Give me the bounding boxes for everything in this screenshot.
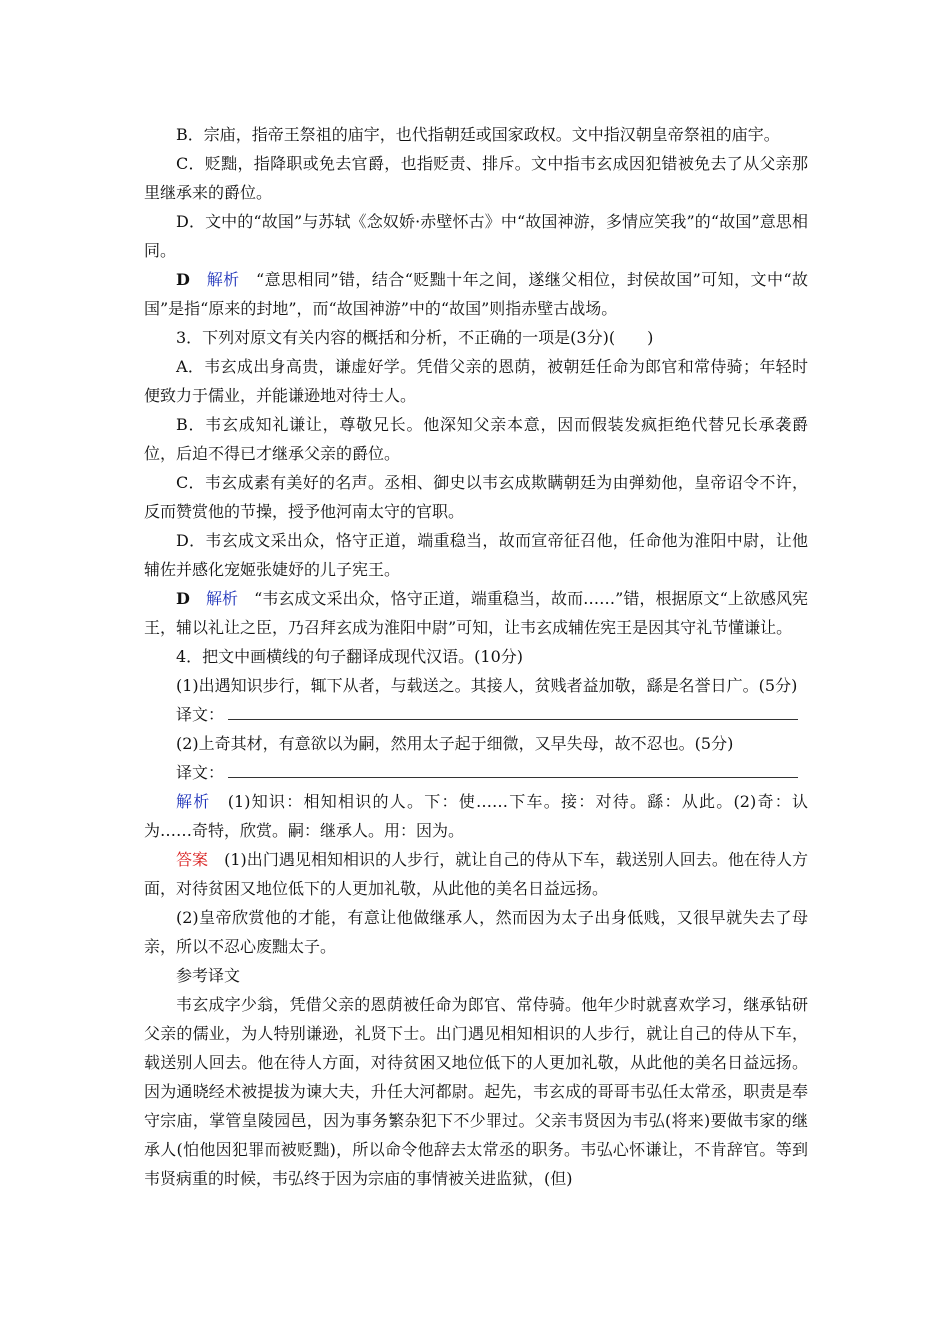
jiexi-label: 解析 [206, 270, 240, 289]
q3-explanation [144, 584, 808, 642]
jiexi-label: 解析 [176, 792, 211, 811]
option-d: D．文中的“故国”与苏轼《念奴娇·赤壁怀古》中“故国神游，多情应笑我”的“故国”意思相同。 [144, 212, 808, 260]
q4-sentence-2: (2)上奇其材，有意欲以为嗣，然用太子起于细微，又早失母，故不忍也。(5分) [176, 734, 734, 753]
q2-explanation [144, 265, 808, 323]
q4-answer-1 [144, 845, 808, 903]
answer-line [228, 701, 798, 720]
answer-letter: D [176, 270, 190, 289]
question-4-stem: 4．把文中画横线的句子翻译成现代汉语。(10分) [176, 647, 524, 666]
q4-sentence-1: (1)出遇知识步行，辄下从者，与载送之。其接人，贫贱者益加敬，繇是名誉日广。(5分) [176, 676, 798, 695]
option-c: C．贬黜，指降职或免去官爵，也指贬责、排斥。文中指韦玄成因犯错被免去了从父亲那里继承来的爵位。 [144, 154, 808, 202]
explanation-text: “意思相同”错，结合“贬黜十年之间，遂继父相位，封侯故国”可知，文中“故国”是指“原来的封地”，而“故国神游”中的“故国”则指赤壁古战场。 [144, 270, 808, 318]
explanation-text: “韦玄成文采出众，恪守正道，端重稳当，故而……”错，根据原文“上欲感风宪王，辅以礼让之臣，乃召拜玄成为淮阳中尉”可知，让韦玄成辅佐宪王是因其守礼节懂谦让。 [144, 589, 808, 637]
page-content [144, 120, 808, 1193]
reference-translation-text: 韦玄成字少翁，凭借父亲的恩荫被任命为郎官、常侍骑。他年少时就喜欢学习，继承钻研父亲的儒业，为人特别谦逊，礼贤下士。出门遇见相知相识的人步行，就让自己的侍从下车，载送别人回去。他在待人方面，对待贫困又地位低下的人更加礼敬，从此他的美名日益远扬。因为通晓经术被提拔为谏大夫，升任大河都尉。起先，韦玄成的哥哥韦弘任太常丞，职责是奉守宗庙，掌管皇陵园邑，因为事务繁杂犯下不少罪过。父亲韦贤因为韦弘(将来)要做韦家的继承人(怕他因犯罪而被贬黜)，所以命令他辞去太常丞的职务。韦弘心怀谦让，不肯辞官。等到韦贤病重的时候，韦弘终于因为宗庙的事情被关进监狱，(但) [144, 995, 808, 1188]
reference-translation-title: 参考译文 [176, 966, 241, 985]
question-3-stem: 3．下列对原文有关内容的概括和分析，不正确的一项是(3分)( ) [176, 328, 654, 347]
translation-blank-1 [144, 700, 808, 729]
option-b: B．宗庙，指帝王祭祖的庙宇，也代指朝廷或国家政权。文中指汉朝皇帝祭祖的庙宇。 [176, 125, 780, 144]
q3-option-c: C．韦玄成素有美好的名声。丞相、御史以韦玄成欺瞒朝廷为由弹劾他，皇帝诏令不许，反而赞赏他的节操，授予他河南太守的官职。 [144, 473, 808, 521]
answer-letter: D [176, 589, 190, 608]
jiexi-label: 解析 [205, 589, 239, 608]
answer-line [228, 759, 798, 778]
q3-option-d: D．韦玄成文采出众，恪守正道，端重稳当，故而宣帝征召他，任命他为淮阳中尉，让他辅佐并感化宠姬张婕妤的儿子宪王。 [144, 531, 808, 579]
q4-answer-2: (2)皇帝欣赏他的才能，有意让他做继承人，然而因为太子出身低贱，又很早就失去了母亲，所以不忍心废黜太子。 [144, 908, 808, 956]
q3-option-b: B．韦玄成知礼谦让，尊敬兄长。他深知父亲本意，因而假装发疯拒绝代替兄长承袭爵位，后迫不得已才继承父亲的爵位。 [144, 415, 808, 463]
explanation-text: (1)知识：相知相识的人。下：使……下车。接：对待。繇：从此。(2)奇：认为……奇特，欣赏。嗣：继承人。用：因为。 [144, 792, 808, 840]
yiwen-label: 译文： [176, 763, 225, 782]
q4-explanation [144, 787, 808, 845]
answer-text: (1)出门遇见相知相识的人步行，就让自己的侍从下车，载送别人回去。他在待人方面，对待贫困又地位低下的人更加礼敬，从此他的美名日益远扬。 [144, 850, 808, 898]
translation-blank-2 [144, 758, 808, 787]
q3-option-a: A．韦玄成出身高贵，谦虚好学。凭借父亲的恩荫，被朝廷任命为郎官和常侍骑；年轻时便致力于儒业，并能谦逊地对待士人。 [144, 357, 808, 405]
daan-label: 答案 [176, 850, 209, 869]
yiwen-label: 译文： [176, 705, 225, 724]
